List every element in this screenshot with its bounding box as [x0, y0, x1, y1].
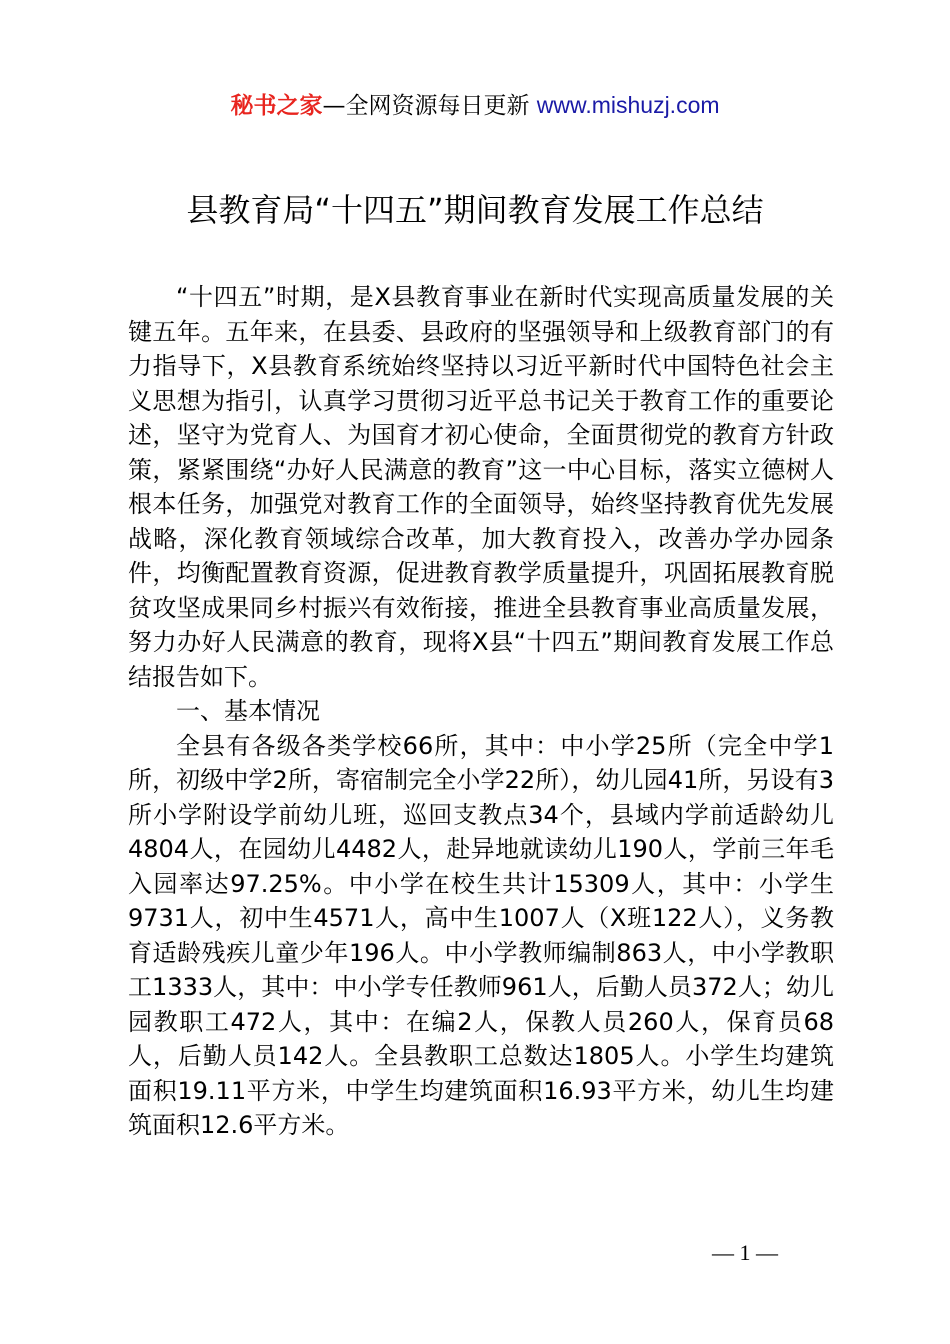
document-body: [128, 280, 834, 1143]
brand-name: 秘书之家: [230, 93, 323, 119]
section-paragraph: 全县有各级各类学校66所，其中：中小学25所（完全中学1所，初级中学2所，寄宿制完全小学22所），幼儿园41所，另设有3所小学附设学前幼儿班，巡回支教点34个，县域内学前适龄幼儿4804人，在园幼儿4482人，赴异地就读幼儿190人，学前三年毛入园率达97.25%。中小学在校生共计15309人，其中：小学生9731人，初中生4571人，高中生1007人（X班122人），义务教育适龄残疾儿童少年196人。中小学教师编制863人，中小学教职工1333人，其中：中小学专任教师961人，后勤人员372人；幼儿园教职工472人，其中：在编2人，保教人员260人，保育员68人，后勤人员142人。全县教职工总数达1805人。小学生均建筑面积19.11平方米，中学生均建筑面积16.93平方米，幼儿生均建筑面积12.6平方米。: [128, 731, 834, 1139]
document-title: 县教育局“十四五”期间教育发展工作总结: [186, 191, 764, 229]
site-header: [0, 89, 950, 122]
site-url-link[interactable]: www.mishuzj.com: [536, 92, 720, 118]
page-number: — 1 —: [712, 1240, 778, 1265]
section-heading: 一、基本情况: [176, 697, 320, 725]
intro-paragraph: “十四五”时期，是X县教育事业在新时代实现高质量发展的关键五年。五年来，在县委、县政府的坚强领导和上级教育部门的有力指导下，X县教育系统始终坚持以习近平新时代中国特色社会主义思想为指引，认真学习贯彻习近平总书记关于教育工作的重要论述，坚守为党育人、为国育才初心使命，全面贯彻党的教育方针政策，紧紧围绕“办好人民满意的教育”这一中心目标，落实立德树人根本任务，加强党对教育工作的全面领导，始终坚持教育优先发展战略，深化教育领域综合改革，加大教育投入，改善办学办园条件，均衡配置教育资源，促进教育教学质量提升，巩固拓展教育脱贫攻坚成果同乡村振兴有效衔接，推进全县教育事业高质量发展，努力办好人民满意的教育，现将X县“十四五”期间教育发展工作总结报告如下。: [128, 283, 834, 691]
header-tagline: —全网资源每日更新: [322, 93, 537, 119]
